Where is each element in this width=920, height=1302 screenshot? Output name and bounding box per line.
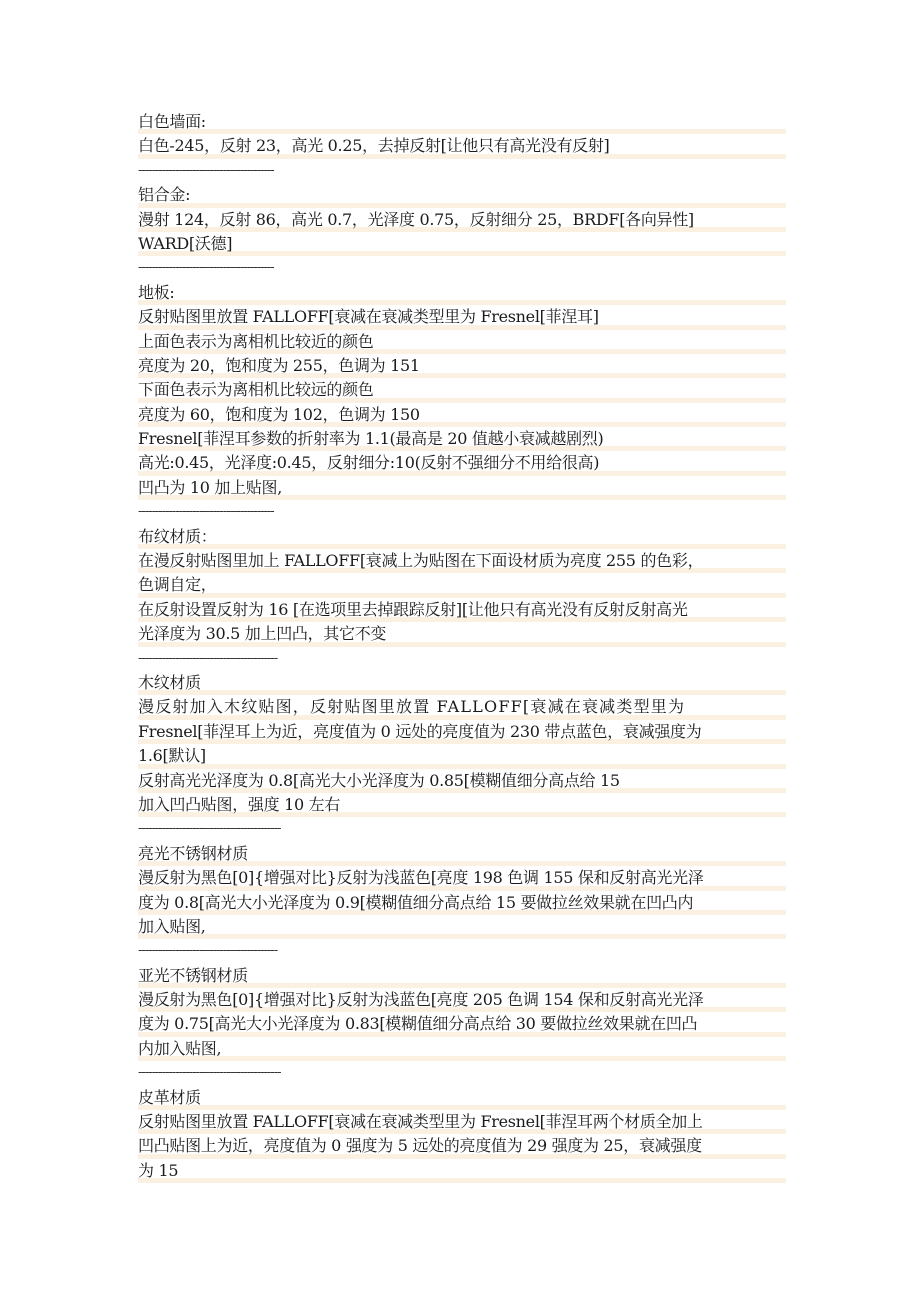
- section-heading: 亮光不锈钢材质: [138, 842, 786, 866]
- section-heading: 铝合金:: [138, 183, 786, 207]
- text-line: 漫反射为黑色[0]{增强对比}反射为浅蓝色[亮度 205 色调 154 保和反射高光光泽: [138, 988, 786, 1012]
- text-line: 漫反射加入木纹贴图，反射贴图里放置 FALLOFF[衰减在衰减类型里为: [138, 695, 786, 719]
- section-matte-steel: [138, 964, 786, 1086]
- document-body: [138, 110, 786, 1183]
- text-line: 为 15: [138, 1159, 786, 1183]
- text-line: 漫射 124，反射 86，高光 0.7，光泽度 0.75，反射细分 25，BRDF[各向异性]: [138, 208, 786, 232]
- section-heading: 皮革材质: [138, 1086, 786, 1110]
- text-line: 色调自定，: [138, 573, 786, 597]
- text-line: 内加入贴图,: [138, 1037, 786, 1061]
- separator: ----------------------------------------: [138, 162, 274, 178]
- text-line: Fresnel[菲涅耳参数的折射率为 1.1(最高是 20 值越小衰减越剧烈): [138, 427, 786, 451]
- separator: -----------------------------------------: [138, 650, 278, 666]
- section-heading: 白色墙面:: [138, 110, 786, 134]
- section-wood: [138, 671, 786, 842]
- text-line: 漫反射为黑色[0]{增强对比}反射为浅蓝色[亮度 198 色调 155 保和反射高光光泽: [138, 866, 786, 890]
- section-cloth: [138, 525, 786, 671]
- text-line: 白色-245，反射 23，高光 0.25，去掉反射[让他只有高光没有反射]: [138, 134, 786, 158]
- section-aluminum: [138, 183, 786, 281]
- text-line: 加入贴图,: [138, 915, 786, 939]
- separator: -----------------------------------------: [138, 943, 278, 959]
- section-polished-steel: [138, 842, 786, 964]
- text-line: 反射贴图里放置 FALLOFF[衰减在衰减类型里为 Fresnel[菲涅耳两个材质全加上: [138, 1110, 786, 1134]
- text-line: 上面色表示为离相机比较近的颜色: [138, 330, 786, 354]
- section-leather: [138, 1086, 786, 1184]
- text-line: 在漫反射贴图里加上 FALLOFF[衰减上为贴图在下面设材质为亮度 255 的色彩，: [138, 549, 786, 573]
- section-heading: 木纹材质: [138, 671, 786, 695]
- text-line: 反射贴图里放置 FALLOFF[衰减在衰减类型里为 Fresnel[菲涅耳]: [138, 305, 786, 329]
- text-line: 度为 0.8[高光大小光泽度为 0.9[模糊值细分高点给 15 要做拉丝效果就在凹凸内: [138, 891, 786, 915]
- text-line: 加入凹凸贴图，强度 10 左右: [138, 793, 786, 817]
- text-line: 反射高光光泽度为 0.8[高光大小光泽度为 0.85[模糊值细分高点给 15: [138, 769, 786, 793]
- text-line: 高光:0.45，光泽度:0.45，反射细分:10(反射不强细分不用给很高): [138, 451, 786, 475]
- text-line: 光泽度为 30.5 加上凹凸，其它不变: [138, 622, 786, 646]
- text-line: 凹凸贴图上为近，亮度值为 0 强度为 5 远处的亮度值为 29 强度为 25，衰减强度: [138, 1134, 786, 1158]
- text-line: 度为 0.75[高光大小光泽度为 0.83[模糊值细分高点给 30 要做拉丝效果就在凹凸: [138, 1012, 786, 1036]
- section-heading: 地板:: [138, 281, 786, 305]
- section-heading: 亚光不锈钢材质: [138, 964, 786, 988]
- separator: ----------------------------------------: [138, 504, 274, 520]
- text-line: 凹凸为 10 加上贴图,: [138, 476, 786, 500]
- text-line: 亮度为 60，饱和度为 102，色调为 150: [138, 403, 786, 427]
- text-line: 亮度为 20，饱和度为 255，色调为 151: [138, 354, 786, 378]
- separator: ------------------------------------------: [138, 821, 281, 837]
- section-heading: 布纹材质：: [138, 525, 786, 549]
- text-line: WARD[沃德]: [138, 232, 786, 256]
- separator: ------------------------------------------: [138, 1065, 281, 1081]
- separator: ----------------------------------------: [138, 260, 274, 276]
- text-line: Fresnel[菲涅耳上为近，亮度值为 0 远处的亮度值为 230 带点蓝色，衰减强度为: [138, 720, 786, 744]
- section-floor: [138, 281, 786, 525]
- text-line: 1.6[默认]: [138, 744, 786, 768]
- text-line: 在反射设置反射为 16 [在选项里去掉跟踪反射][让他只有高光没有反射反射高光: [138, 598, 786, 622]
- text-line: 下面色表示为离相机比较远的颜色: [138, 378, 786, 402]
- section-white-wall: [138, 110, 786, 183]
